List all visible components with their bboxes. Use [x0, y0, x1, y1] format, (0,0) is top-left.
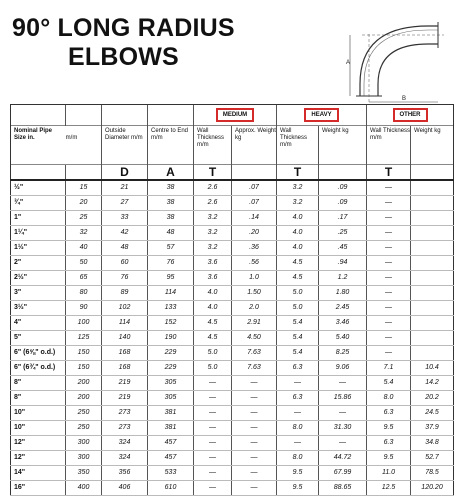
- table-row: [11, 481, 454, 496]
- cell-medium-wall: 4.0: [194, 286, 232, 301]
- cell-centre-to-end: 76: [148, 256, 194, 271]
- cell-heavy-weight: .25: [319, 226, 367, 241]
- cell-centre-to-end: 133: [148, 301, 194, 316]
- diagram-label-b: B: [402, 96, 407, 102]
- cell-medium-wall: 4.5: [194, 331, 232, 346]
- table-row: [11, 180, 454, 196]
- cell-medium-weight: 1.0: [232, 271, 277, 286]
- cell-medium-weight: 4.50: [232, 331, 277, 346]
- cell-other-wall: 11.0: [367, 466, 411, 481]
- cell-other-weight: [411, 196, 454, 211]
- cell-heavy-wall: 6.3: [277, 391, 319, 406]
- cell-other-wall: —: [367, 241, 411, 256]
- cell-medium-weight: —: [232, 436, 277, 451]
- cell-medium-weight: —: [232, 406, 277, 421]
- cell-centre-to-end: 152: [148, 316, 194, 331]
- cell-size: 16": [11, 481, 66, 496]
- cell-centre-to-end: 305: [148, 376, 194, 391]
- cell-heavy-weight: 3.46: [319, 316, 367, 331]
- cell-medium-wall: —: [194, 421, 232, 436]
- cell-other-weight: [411, 271, 454, 286]
- cell-centre-to-end: 38: [148, 211, 194, 226]
- cell-other-weight: [411, 226, 454, 241]
- cell-other-wall: —: [367, 286, 411, 301]
- cell-size: 10": [11, 406, 66, 421]
- cell-heavy-weight: .09: [319, 196, 367, 211]
- elbow-diagram: [332, 4, 452, 106]
- cell-mm: 90: [66, 301, 102, 316]
- symbol-row: [11, 165, 454, 181]
- cell-other-wall: 7.1: [367, 361, 411, 376]
- cell-other-wall: 9.5: [367, 421, 411, 436]
- cell-mm: 50: [66, 256, 102, 271]
- cell-outside-diameter: 219: [102, 376, 148, 391]
- cell-outside-diameter: 273: [102, 421, 148, 436]
- table-row: [11, 361, 454, 376]
- cell-centre-to-end: 533: [148, 466, 194, 481]
- cell-size: 12": [11, 451, 66, 466]
- cell-outside-diameter: 60: [102, 256, 148, 271]
- cell-mm: 250: [66, 421, 102, 436]
- cell-medium-weight: .36: [232, 241, 277, 256]
- cell-heavy-weight: 15.86: [319, 391, 367, 406]
- cell-heavy-wall: —: [277, 436, 319, 451]
- cell-medium-weight: .14: [232, 211, 277, 226]
- header-medium-wall: Wall Thickness m/m: [194, 126, 232, 165]
- cell-outside-diameter: 406: [102, 481, 148, 496]
- cell-heavy-wall: 9.5: [277, 481, 319, 496]
- cell-medium-wall: 3.2: [194, 226, 232, 241]
- cell-medium-weight: —: [232, 451, 277, 466]
- cell-heavy-wall: 5.0: [277, 286, 319, 301]
- cell-size: ¾": [11, 196, 66, 211]
- cell-medium-wall: 4.5: [194, 316, 232, 331]
- cell-medium-wall: 5.0: [194, 361, 232, 376]
- symbol-t-medium: T: [194, 165, 232, 181]
- table-row: [11, 406, 454, 421]
- cell-medium-weight: .07: [232, 196, 277, 211]
- cell-mm: 150: [66, 361, 102, 376]
- cell-medium-wall: 3.2: [194, 211, 232, 226]
- cell-medium-weight: .07: [232, 180, 277, 196]
- cell-other-wall: —: [367, 196, 411, 211]
- cell-outside-diameter: 324: [102, 451, 148, 466]
- cell-heavy-wall: 8.0: [277, 451, 319, 466]
- cell-heavy-weight: 44.72: [319, 451, 367, 466]
- cell-medium-wall: —: [194, 376, 232, 391]
- cell-medium-weight: —: [232, 391, 277, 406]
- cell-heavy-weight: 2.45: [319, 301, 367, 316]
- cell-heavy-wall: 8.0: [277, 421, 319, 436]
- cell-heavy-weight: —: [319, 406, 367, 421]
- cell-outside-diameter: 324: [102, 436, 148, 451]
- header-other-weight: Weight kg: [411, 126, 454, 165]
- cell-heavy-weight: 9.06: [319, 361, 367, 376]
- cell-size: 14": [11, 466, 66, 481]
- cell-mm: 125: [66, 331, 102, 346]
- cell-other-weight: 52.7: [411, 451, 454, 466]
- cell-heavy-weight: —: [319, 436, 367, 451]
- cell-medium-weight: 2.91: [232, 316, 277, 331]
- table-row: [11, 301, 454, 316]
- cell-medium-wall: 3.2: [194, 241, 232, 256]
- table-row: [11, 451, 454, 466]
- cell-medium-weight: 7.63: [232, 346, 277, 361]
- cell-size: 1½": [11, 241, 66, 256]
- cell-heavy-weight: .17: [319, 211, 367, 226]
- cell-centre-to-end: 57: [148, 241, 194, 256]
- cell-other-wall: —: [367, 226, 411, 241]
- cell-medium-wall: —: [194, 481, 232, 496]
- cell-size: 8": [11, 376, 66, 391]
- other-badge: OTHER: [393, 108, 428, 122]
- cell-outside-diameter: 76: [102, 271, 148, 286]
- header-heavy-weight: Weight kg: [319, 126, 367, 165]
- cell-other-wall: 9.5: [367, 451, 411, 466]
- cell-other-wall: —: [367, 180, 411, 196]
- cell-other-weight: [411, 346, 454, 361]
- medium-badge: MEDIUM: [216, 108, 254, 122]
- cell-size: 10": [11, 421, 66, 436]
- cell-heavy-wall: —: [277, 376, 319, 391]
- cell-medium-wall: —: [194, 466, 232, 481]
- table-row: [11, 271, 454, 286]
- cell-outside-diameter: 114: [102, 316, 148, 331]
- cell-mm: 20: [66, 196, 102, 211]
- cell-mm: 32: [66, 226, 102, 241]
- cell-centre-to-end: 457: [148, 436, 194, 451]
- cell-outside-diameter: 42: [102, 226, 148, 241]
- cell-heavy-wall: 4.0: [277, 241, 319, 256]
- cell-centre-to-end: 229: [148, 361, 194, 376]
- cell-centre-to-end: 610: [148, 481, 194, 496]
- cell-other-wall: —: [367, 256, 411, 271]
- cell-mm: 65: [66, 271, 102, 286]
- cell-heavy-wall: 6.3: [277, 361, 319, 376]
- cell-other-weight: [411, 211, 454, 226]
- cell-heavy-wall: 5.4: [277, 346, 319, 361]
- cell-medium-wall: 4.0: [194, 301, 232, 316]
- heavy-badge: HEAVY: [304, 108, 338, 122]
- page-title: [12, 14, 312, 72]
- cell-other-wall: —: [367, 331, 411, 346]
- cell-heavy-weight: .09: [319, 180, 367, 196]
- cell-other-weight: 20.2: [411, 391, 454, 406]
- cell-other-weight: [411, 316, 454, 331]
- cell-other-weight: 78.5: [411, 466, 454, 481]
- cell-other-weight: [411, 301, 454, 316]
- cell-outside-diameter: 89: [102, 286, 148, 301]
- cell-size: 1": [11, 211, 66, 226]
- cell-heavy-weight: 1.2: [319, 271, 367, 286]
- cell-outside-diameter: 168: [102, 361, 148, 376]
- table-row: [11, 316, 454, 331]
- cell-heavy-weight: —: [319, 376, 367, 391]
- header-heavy-wall: Wall Thickness m/m: [277, 126, 319, 165]
- cell-outside-diameter: 356: [102, 466, 148, 481]
- title-line-1: 90° LONG RADIUS: [12, 14, 235, 42]
- header-centre-to-end: Centre to End m/m: [148, 126, 194, 165]
- cell-medium-weight: .56: [232, 256, 277, 271]
- header-nominal-label: Nominal Pipe Size in.: [14, 128, 53, 141]
- cell-heavy-wall: 5.4: [277, 331, 319, 346]
- cell-other-weight: [411, 241, 454, 256]
- cell-other-wall: —: [367, 316, 411, 331]
- diagram-label-a: A: [346, 60, 351, 66]
- cell-centre-to-end: 38: [148, 196, 194, 211]
- title-line-2: ELBOWS: [68, 43, 179, 71]
- cell-other-wall: —: [367, 211, 411, 226]
- header-medium-weight: Approx. Weight kg: [232, 126, 277, 165]
- cell-other-weight: 120.20: [411, 481, 454, 496]
- cell-other-wall: 6.3: [367, 406, 411, 421]
- symbol-a: A: [148, 165, 194, 181]
- cell-centre-to-end: 190: [148, 331, 194, 346]
- header-mm: m/m: [65, 135, 78, 141]
- cell-centre-to-end: 48: [148, 226, 194, 241]
- cell-medium-weight: —: [232, 481, 277, 496]
- symbol-t-other: T: [367, 165, 411, 181]
- cell-mm: 200: [66, 376, 102, 391]
- table-row: [11, 211, 454, 226]
- cell-heavy-wall: —: [277, 406, 319, 421]
- cell-outside-diameter: 219: [102, 391, 148, 406]
- cell-heavy-wall: 5.4: [277, 316, 319, 331]
- cell-heavy-weight: 5.40: [319, 331, 367, 346]
- cell-medium-weight: .20: [232, 226, 277, 241]
- cell-centre-to-end: 95: [148, 271, 194, 286]
- cell-mm: 350: [66, 466, 102, 481]
- cell-heavy-weight: .94: [319, 256, 367, 271]
- cell-heavy-wall: 4.0: [277, 226, 319, 241]
- cell-outside-diameter: 27: [102, 196, 148, 211]
- cell-medium-weight: 7.63: [232, 361, 277, 376]
- cell-centre-to-end: 229: [148, 346, 194, 361]
- cell-medium-wall: 3.6: [194, 256, 232, 271]
- cell-size: 2": [11, 256, 66, 271]
- cell-other-weight: [411, 180, 454, 196]
- table-row: [11, 421, 454, 436]
- cell-centre-to-end: 114: [148, 286, 194, 301]
- cell-mm: 400: [66, 481, 102, 496]
- cell-outside-diameter: 48: [102, 241, 148, 256]
- table-row: [11, 346, 454, 361]
- cell-outside-diameter: 273: [102, 406, 148, 421]
- cell-other-wall: 6.3: [367, 436, 411, 451]
- cell-other-weight: 34.8: [411, 436, 454, 451]
- cell-medium-wall: —: [194, 436, 232, 451]
- header-nominal-size: [11, 126, 102, 165]
- cell-heavy-wall: 5.0: [277, 301, 319, 316]
- cell-heavy-wall: 3.2: [277, 180, 319, 196]
- cell-outside-diameter: 140: [102, 331, 148, 346]
- cell-other-wall: —: [367, 301, 411, 316]
- cell-medium-wall: 5.0: [194, 346, 232, 361]
- table-row: [11, 256, 454, 271]
- section-header-row: [11, 105, 454, 126]
- cell-size: 2½": [11, 271, 66, 286]
- cell-heavy-weight: .45: [319, 241, 367, 256]
- cell-medium-wall: 3.6: [194, 271, 232, 286]
- cell-mm: 15: [66, 180, 102, 196]
- header-outside-diameter: Outside Diameter m/m: [102, 126, 148, 165]
- cell-heavy-wall: 9.5: [277, 466, 319, 481]
- cell-other-weight: [411, 331, 454, 346]
- cell-outside-diameter: 102: [102, 301, 148, 316]
- header-other-wall: Wall Thickness m/m: [367, 126, 411, 165]
- cell-centre-to-end: 457: [148, 451, 194, 466]
- symbol-t-heavy: T: [277, 165, 319, 181]
- cell-other-wall: —: [367, 271, 411, 286]
- cell-heavy-weight: 1.80: [319, 286, 367, 301]
- cell-mm: 250: [66, 406, 102, 421]
- cell-heavy-wall: 4.5: [277, 271, 319, 286]
- cell-other-weight: 24.5: [411, 406, 454, 421]
- cell-mm: 300: [66, 451, 102, 466]
- cell-other-wall: 8.0: [367, 391, 411, 406]
- cell-medium-wall: —: [194, 406, 232, 421]
- cell-heavy-weight: 88.65: [319, 481, 367, 496]
- cell-size: 4": [11, 316, 66, 331]
- table-row: [11, 376, 454, 391]
- cell-centre-to-end: 305: [148, 391, 194, 406]
- cell-heavy-weight: 31.30: [319, 421, 367, 436]
- cell-size: 6" (6¾" o.d.): [11, 361, 66, 376]
- cell-other-weight: 10.4: [411, 361, 454, 376]
- table-row: [11, 391, 454, 406]
- table-row: [11, 466, 454, 481]
- cell-medium-weight: 1.50: [232, 286, 277, 301]
- cell-other-weight: 14.2: [411, 376, 454, 391]
- cell-mm: 200: [66, 391, 102, 406]
- elbow-spec-table: [10, 104, 454, 496]
- cell-medium-weight: —: [232, 421, 277, 436]
- table-row: [11, 196, 454, 211]
- cell-size: 12": [11, 436, 66, 451]
- cell-size: 8": [11, 391, 66, 406]
- cell-centre-to-end: 381: [148, 421, 194, 436]
- cell-mm: 300: [66, 436, 102, 451]
- cell-other-weight: [411, 256, 454, 271]
- cell-other-weight: 37.9: [411, 421, 454, 436]
- cell-heavy-wall: 4.0: [277, 211, 319, 226]
- cell-centre-to-end: 381: [148, 406, 194, 421]
- cell-heavy-weight: 67.99: [319, 466, 367, 481]
- cell-outside-diameter: 168: [102, 346, 148, 361]
- symbol-d: D: [102, 165, 148, 181]
- cell-other-wall: 12.5: [367, 481, 411, 496]
- cell-medium-wall: 2.6: [194, 196, 232, 211]
- cell-other-weight: [411, 286, 454, 301]
- cell-medium-wall: —: [194, 391, 232, 406]
- cell-size: ½": [11, 180, 66, 196]
- table-row: [11, 286, 454, 301]
- cell-outside-diameter: 21: [102, 180, 148, 196]
- cell-centre-to-end: 38: [148, 180, 194, 196]
- cell-size: 6" (6⅝" o.d.): [11, 346, 66, 361]
- cell-medium-weight: —: [232, 466, 277, 481]
- table-row: [11, 436, 454, 451]
- cell-heavy-wall: 4.5: [277, 256, 319, 271]
- cell-outside-diameter: 33: [102, 211, 148, 226]
- cell-medium-wall: —: [194, 451, 232, 466]
- cell-mm: 80: [66, 286, 102, 301]
- table-row: [11, 241, 454, 256]
- cell-mm: 150: [66, 346, 102, 361]
- cell-size: 3": [11, 286, 66, 301]
- cell-medium-wall: 2.6: [194, 180, 232, 196]
- cell-medium-weight: —: [232, 376, 277, 391]
- cell-heavy-weight: 8.25: [319, 346, 367, 361]
- cell-mm: 25: [66, 211, 102, 226]
- cell-medium-weight: 2.0: [232, 301, 277, 316]
- cell-heavy-wall: 3.2: [277, 196, 319, 211]
- table-row: [11, 226, 454, 241]
- cell-size: 5": [11, 331, 66, 346]
- cell-mm: 100: [66, 316, 102, 331]
- cell-size: 3½": [11, 301, 66, 316]
- cell-size: 1¼": [11, 226, 66, 241]
- cell-other-wall: —: [367, 346, 411, 361]
- table-row: [11, 331, 454, 346]
- cell-other-wall: 5.4: [367, 376, 411, 391]
- column-header-row: [11, 126, 454, 165]
- cell-mm: 40: [66, 241, 102, 256]
